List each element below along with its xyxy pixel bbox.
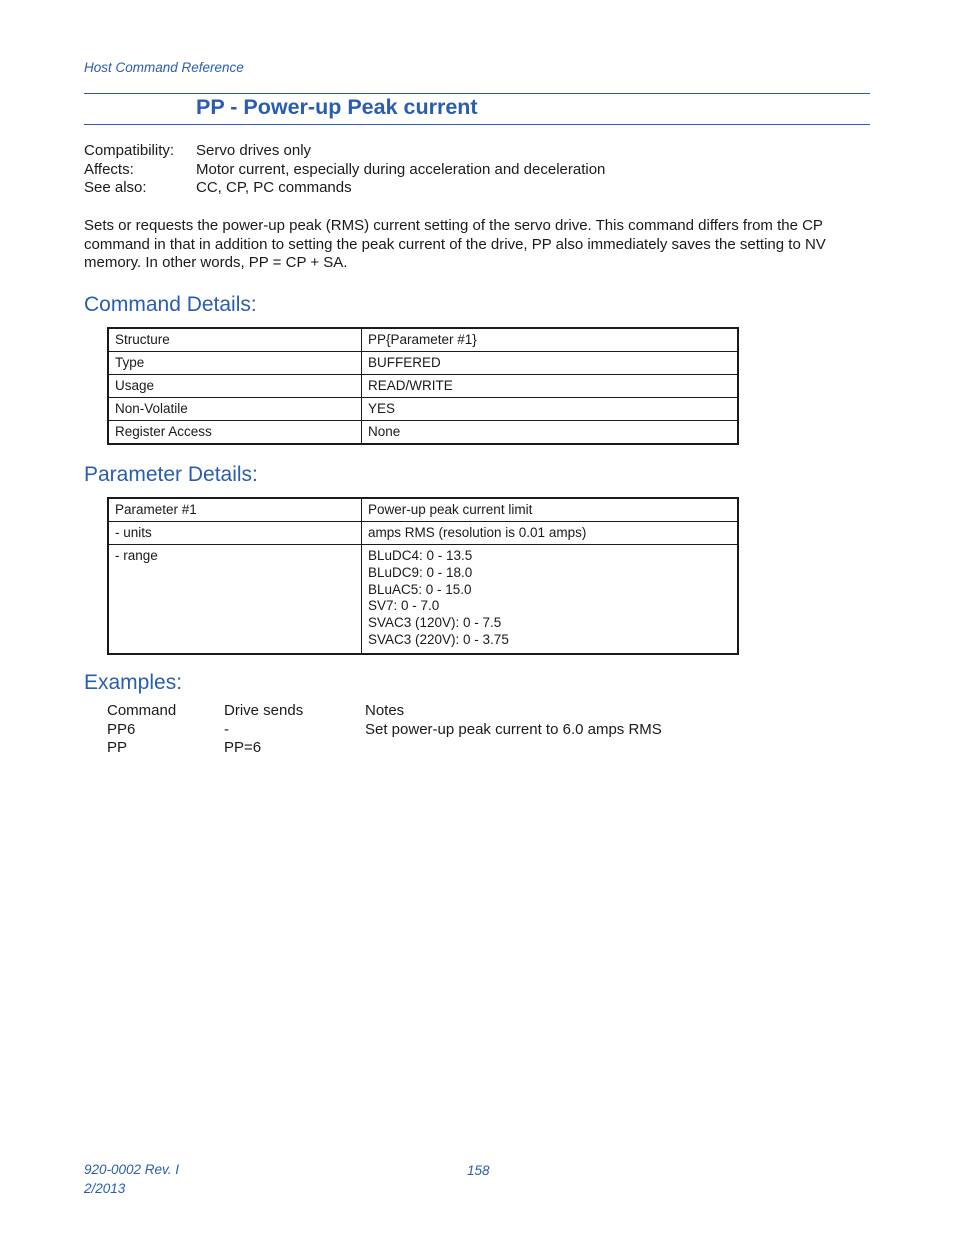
table-cell-value: BUFFERED [362, 352, 739, 375]
table-row [108, 328, 738, 352]
example-command: PP6 [107, 720, 136, 738]
meta-key: See also: [84, 179, 147, 196]
table-cell-value: None [362, 421, 739, 445]
command-details-heading: Command Details: [84, 293, 257, 316]
table-row [108, 522, 738, 545]
table-cell-label: Type [108, 352, 362, 375]
description-paragraph: Sets or requests the power-up peak (RMS) current setting of the servo drive. This command differs from the CP command in that in addition to setting the peak current of the drive, PP also immediately saves the setting to NV memory. In other words, PP = CP + SA. [84, 217, 826, 271]
table-cell-label: Non-Volatile [108, 398, 362, 421]
footer-doc-info [84, 1160, 179, 1198]
page-number: 158 [467, 1163, 490, 1178]
range-item: BLuDC4: 0 - 13.5 [368, 548, 473, 563]
footer-doc-number: 920-0002 Rev. I [84, 1162, 180, 1177]
table-cell-value: YES [362, 398, 739, 421]
table-cell-value: PP{Parameter #1} [362, 328, 739, 352]
table-row [108, 398, 738, 421]
meta-row-compatibility [84, 142, 605, 161]
table-row [108, 498, 738, 522]
meta-value: Servo drives only [196, 142, 312, 159]
table-cell-range [362, 545, 739, 654]
examples-table [107, 702, 662, 758]
table-cell-label: Usage [108, 375, 362, 398]
example-row [107, 739, 662, 758]
example-drive-sends: PP=6 [224, 739, 262, 756]
meta-key: Compatibility: [84, 142, 175, 159]
examples-header-row [107, 702, 662, 721]
footer-date: 2/2013 [84, 1181, 126, 1196]
table-cell-value: amps RMS (resolution is 0.01 amps) [362, 522, 739, 545]
parameter-details-heading: Parameter Details: [84, 463, 258, 486]
table-cell-value: Power-up peak current limit [362, 498, 739, 522]
table-cell-label: Register Access [108, 421, 362, 445]
range-item: SV7: 0 - 7.0 [368, 598, 440, 614]
table-row [108, 545, 738, 654]
column-header: Notes [365, 702, 405, 719]
meta-key: Affects: [84, 160, 134, 178]
table-cell-label: Parameter #1 [108, 498, 362, 522]
table-cell-label: - range [108, 545, 362, 654]
page-title: PP - Power-up Peak current [196, 95, 478, 119]
table-row [108, 375, 738, 398]
example-drive-sends: - [224, 720, 229, 738]
meta-value: CC, CP, PC commands [196, 179, 352, 196]
column-header: Command [107, 702, 177, 719]
example-row [107, 721, 662, 740]
title-bottom-rule [84, 124, 870, 125]
table-row [108, 421, 738, 445]
range-item: SVAC3 (120V): 0 - 7.5 [368, 615, 502, 631]
range-item: BLuAC5: 0 - 15.0 [368, 581, 472, 597]
running-header: Host Command Reference [84, 60, 244, 75]
table-row [108, 352, 738, 375]
example-command: PP [107, 739, 128, 756]
meta-value: Motor current, especially during acceleration and deceleration [196, 160, 606, 178]
table-cell-value: READ/WRITE [362, 375, 739, 398]
range-list [368, 545, 731, 653]
table-cell-label: - units [108, 522, 362, 545]
title-top-rule [84, 93, 870, 94]
examples-heading: Examples: [84, 671, 183, 694]
meta-block [84, 142, 605, 198]
table-cell-label: Structure [108, 328, 362, 352]
column-header: Drive sends [224, 702, 304, 719]
parameter-details-table [107, 497, 739, 655]
range-item: BLuDC9: 0 - 18.0 [368, 564, 473, 580]
example-notes: Set power-up peak current to 6.0 amps RMS [365, 720, 662, 738]
meta-row-affects [84, 161, 605, 180]
meta-row-see-also [84, 179, 605, 198]
command-details-table [107, 327, 739, 445]
range-item: SVAC3 (220V): 0 - 3.75 [368, 631, 509, 647]
